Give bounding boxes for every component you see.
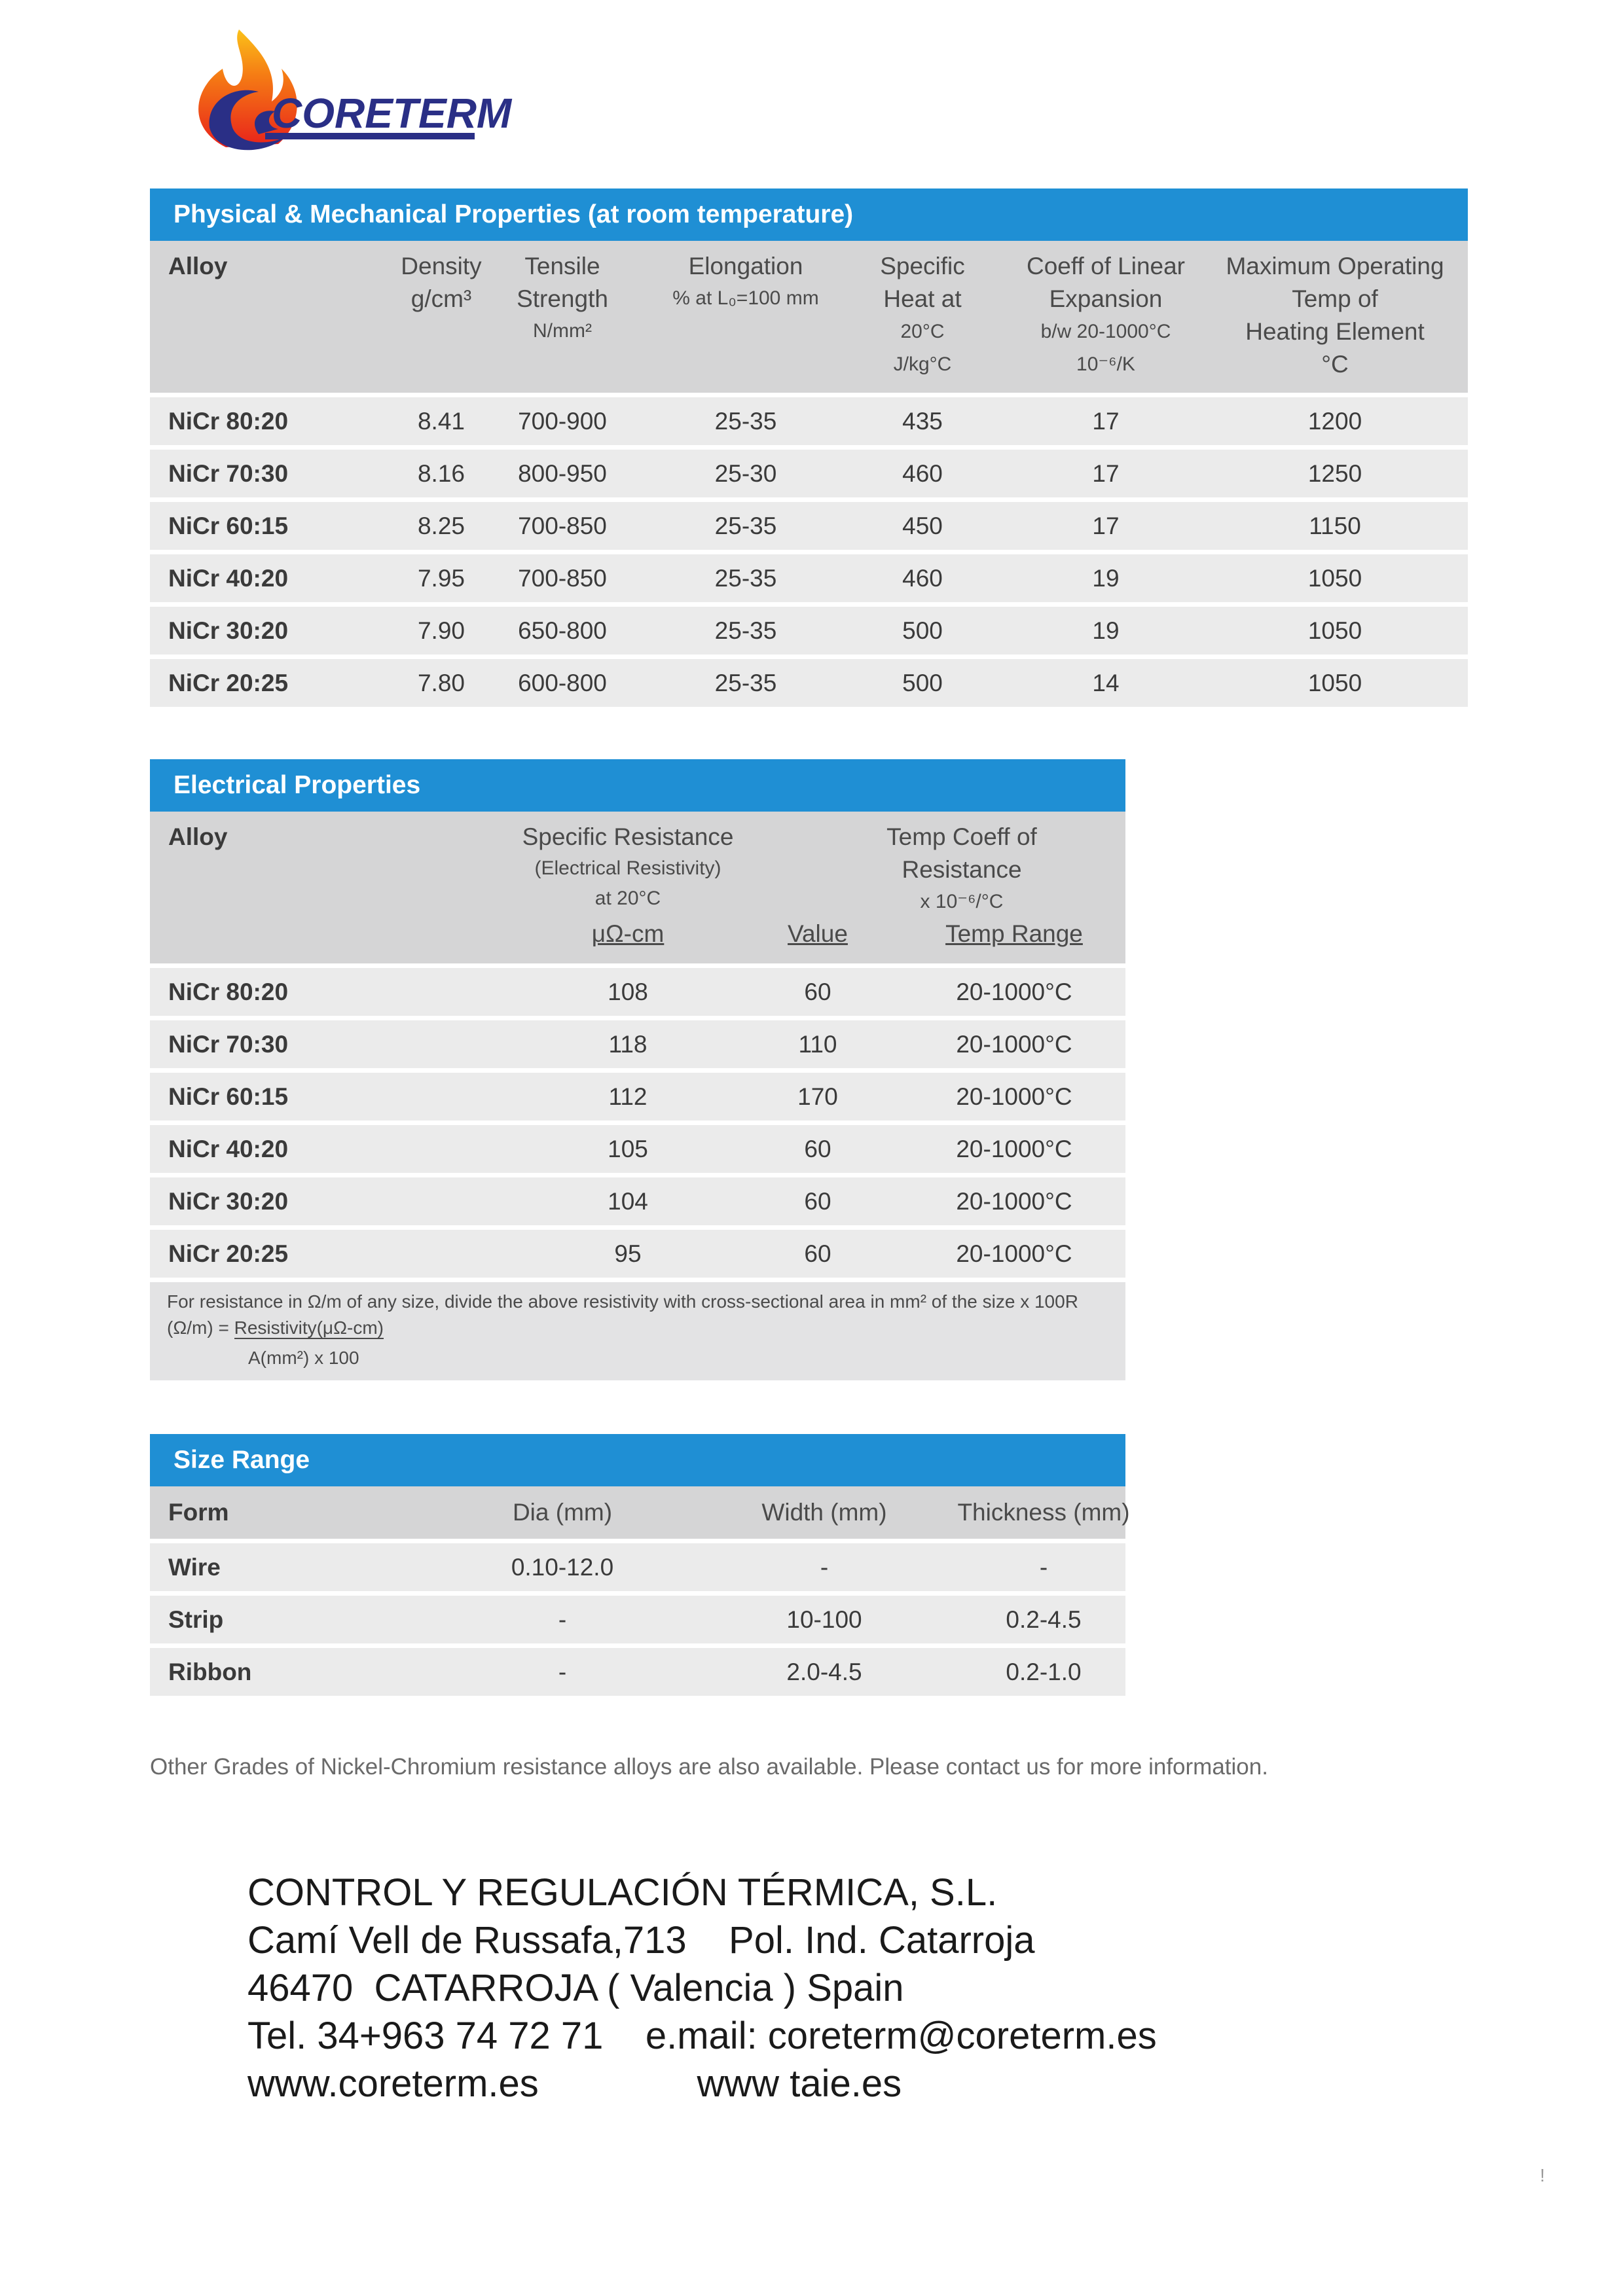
table-cell: 8.25 <box>417 512 465 539</box>
table-row <box>150 1596 1125 1643</box>
table-cell: 20-1000°C <box>956 1188 1072 1215</box>
header-density: Density g/cm³ <box>401 253 482 312</box>
table-cell: - <box>558 1606 567 1633</box>
table-cell: 25-35 <box>714 617 777 644</box>
table-cell: 20-1000°C <box>956 1083 1072 1110</box>
header-specific-resistance: Specific Resistance (Electrical Resistivity) at 20°C μΩ-cm <box>522 823 734 947</box>
table-row <box>150 1073 1125 1121</box>
other-grades-note: Other Grades of Nickel-Chromium resistance alloys are also available. Please contact us for more information. <box>150 1754 1268 1780</box>
table-row <box>150 607 1468 655</box>
table-row <box>150 1648 1125 1696</box>
table-cell: - <box>820 1554 829 1581</box>
logo-text: CORETERM <box>272 90 512 137</box>
table-row <box>150 450 1468 497</box>
alloy-name-cell: NiCr 20:25 <box>168 670 289 696</box>
header-form: Form <box>168 1499 229 1526</box>
table-row <box>150 397 1468 445</box>
header-max-temp: Maximum Operating Temp of Heating Element °C <box>1226 253 1444 378</box>
physical-rows <box>150 397 1468 707</box>
alloy-name-cell: Strip <box>168 1606 224 1633</box>
table-cell: 500 <box>902 617 943 644</box>
table-cell: 19 <box>1092 565 1120 592</box>
table-cell: 110 <box>798 1031 837 1058</box>
table-cell: - <box>558 1659 567 1685</box>
address-line-web: www.coreterm.es www taie.es <box>247 2062 902 2105</box>
table-cell: 104 <box>608 1188 648 1215</box>
electrical-header-row <box>150 812 1125 963</box>
alloy-name-cell: Wire <box>168 1554 221 1581</box>
header-thickness: Thickness (mm) <box>957 1499 1130 1526</box>
table-cell: 7.90 <box>417 617 465 644</box>
address-line-company: CONTROL Y REGULACIÓN TÉRMICA, S.L. <box>247 1871 998 1914</box>
table-cell: 435 <box>902 408 943 435</box>
header-width: Width (mm) <box>761 1499 887 1526</box>
table-cell: 17 <box>1092 408 1120 435</box>
resistance-formula-denominator: A(mm²) x 100 <box>248 1348 359 1368</box>
electrical-rows <box>150 968 1125 1278</box>
size-range-table <box>150 1434 1130 1696</box>
table-cell: 17 <box>1092 512 1120 539</box>
table-cell: 1050 <box>1307 617 1362 644</box>
table-cell: 2.0-4.5 <box>786 1659 862 1685</box>
table-row <box>150 1230 1125 1278</box>
table-cell: 10-100 <box>786 1606 862 1633</box>
table-cell: 700-850 <box>518 565 607 592</box>
table-cell: 1150 <box>1309 512 1361 539</box>
address-line-city: 46470 CATARROJA ( Valencia ) Spain <box>247 1967 904 2009</box>
alloy-name-cell: NiCr 40:20 <box>168 1136 289 1162</box>
coreterm-logo <box>187 29 512 160</box>
resistance-note-text: For resistance in Ω/m of any size, divide the above resistivity with cross-sectional area in mm² of the size x 100R <box>167 1291 1078 1312</box>
physical-properties-table <box>150 188 1468 707</box>
table-cell: 17 <box>1092 460 1120 487</box>
table-cell: 1250 <box>1307 460 1362 487</box>
table-cell: 25-35 <box>714 565 777 592</box>
table-cell: 20-1000°C <box>956 1031 1072 1058</box>
table-row <box>150 554 1468 602</box>
header-temp-range: Temp Range <box>945 920 1083 947</box>
table-row <box>150 968 1125 1016</box>
table-cell: 460 <box>902 565 943 592</box>
header-elongation: Elongation % at L₀=100 mm <box>672 253 819 309</box>
table-cell: 600-800 <box>518 670 607 696</box>
header-specific-heat: Specific Heat at 20°C J/kg°C <box>880 253 965 375</box>
table-cell: 500 <box>902 670 943 696</box>
table-cell: 1200 <box>1307 408 1362 435</box>
alloy-name-cell: NiCr 80:20 <box>168 408 289 435</box>
page-mark: ! <box>1540 2165 1545 2185</box>
header-tensile: Tensile Strength N/mm² <box>517 253 608 342</box>
table-cell: 0.10-12.0 <box>511 1554 614 1581</box>
table-cell: 650-800 <box>518 617 607 644</box>
flame-logo-icon <box>187 29 512 160</box>
table-cell: 1050 <box>1307 565 1362 592</box>
header-dia: Dia (mm) <box>512 1499 613 1526</box>
header-alloy: Alloy <box>168 823 228 850</box>
table-row <box>150 502 1468 550</box>
alloy-name-cell: NiCr 20:25 <box>168 1240 289 1267</box>
table-cell: 95 <box>614 1240 642 1267</box>
table-cell: 60 <box>804 978 831 1005</box>
table-cell: 20-1000°C <box>956 978 1072 1005</box>
table-cell: 25-35 <box>714 512 777 539</box>
header-alloy: Alloy <box>168 253 228 279</box>
table-cell: 7.95 <box>417 565 465 592</box>
table-row <box>150 1543 1125 1591</box>
table-cell: 170 <box>797 1083 838 1110</box>
table-cell: 60 <box>804 1188 831 1215</box>
physical-properties-title: Physical & Mechanical Properties (at room temperature) <box>150 188 1468 241</box>
alloy-name-cell: NiCr 60:15 <box>168 512 289 539</box>
physical-header-row <box>150 241 1468 393</box>
table-cell: 700-900 <box>518 408 607 435</box>
size-range-title: Size Range <box>150 1434 1125 1486</box>
table-cell: 25-30 <box>714 460 777 487</box>
table-cell: 112 <box>608 1083 647 1110</box>
alloy-name-cell: NiCr 30:20 <box>168 1188 289 1215</box>
table-cell: 19 <box>1092 617 1120 644</box>
table-cell: 20-1000°C <box>956 1136 1072 1162</box>
electrical-properties-title: Electrical Properties <box>150 759 1125 812</box>
table-cell: 8.41 <box>417 408 465 435</box>
table-row <box>150 1125 1125 1173</box>
table-cell: 0.2-4.5 <box>1006 1606 1082 1633</box>
table-row <box>150 659 1468 707</box>
electrical-note <box>150 1282 1125 1380</box>
table-cell: - <box>1039 1554 1048 1581</box>
table-cell: 25-35 <box>714 670 777 696</box>
alloy-name-cell: Ribbon <box>168 1659 252 1685</box>
size-rows <box>150 1543 1125 1696</box>
resistance-formula: (Ω/m) = Resistivity(μΩ-cm) <box>167 1318 384 1338</box>
table-cell: 1050 <box>1307 670 1362 696</box>
alloy-name-cell: NiCr 40:20 <box>168 565 289 592</box>
table-cell: 700-850 <box>518 512 607 539</box>
table-cell: 60 <box>804 1136 831 1162</box>
header-value: Value <box>788 920 848 947</box>
table-cell: 14 <box>1092 670 1120 696</box>
header-coeff-expansion: Coeff of Linear Expansion b/w 20-1000°C 10⁻⁶/K <box>1026 253 1186 375</box>
table-cell: 0.2-1.0 <box>1006 1659 1082 1685</box>
address-line-street: Camí Vell de Russafa,713 Pol. Ind. Catarroja <box>247 1919 1035 1962</box>
electrical-properties-table <box>150 759 1125 1380</box>
table-row <box>150 1177 1125 1225</box>
table-cell: 800-950 <box>518 460 607 487</box>
table-cell: 60 <box>804 1240 831 1267</box>
alloy-name-cell: NiCr 70:30 <box>168 1031 289 1058</box>
table-cell: 118 <box>608 1031 647 1058</box>
header-temp-coeff: Temp Coeff of Resistance x 10⁻⁶/°C <box>886 823 1037 912</box>
table-row <box>150 1020 1125 1068</box>
address-line-contact: Tel. 34+963 74 72 71 e.mail: coreterm@coreterm.es <box>247 2015 1157 2057</box>
table-cell: 108 <box>608 978 648 1005</box>
table-cell: 450 <box>902 512 943 539</box>
alloy-name-cell: NiCr 30:20 <box>168 617 289 644</box>
size-header-row <box>150 1486 1130 1539</box>
table-cell: 460 <box>902 460 943 487</box>
table-cell: 8.16 <box>417 460 465 487</box>
table-cell: 105 <box>608 1136 648 1162</box>
alloy-name-cell: NiCr 60:15 <box>168 1083 289 1110</box>
table-cell: 20-1000°C <box>956 1240 1072 1267</box>
table-cell: 7.80 <box>417 670 465 696</box>
table-cell: 25-35 <box>714 408 777 435</box>
alloy-name-cell: NiCr 80:20 <box>168 978 289 1005</box>
company-address <box>247 1869 1157 2108</box>
alloy-name-cell: NiCr 70:30 <box>168 460 289 487</box>
